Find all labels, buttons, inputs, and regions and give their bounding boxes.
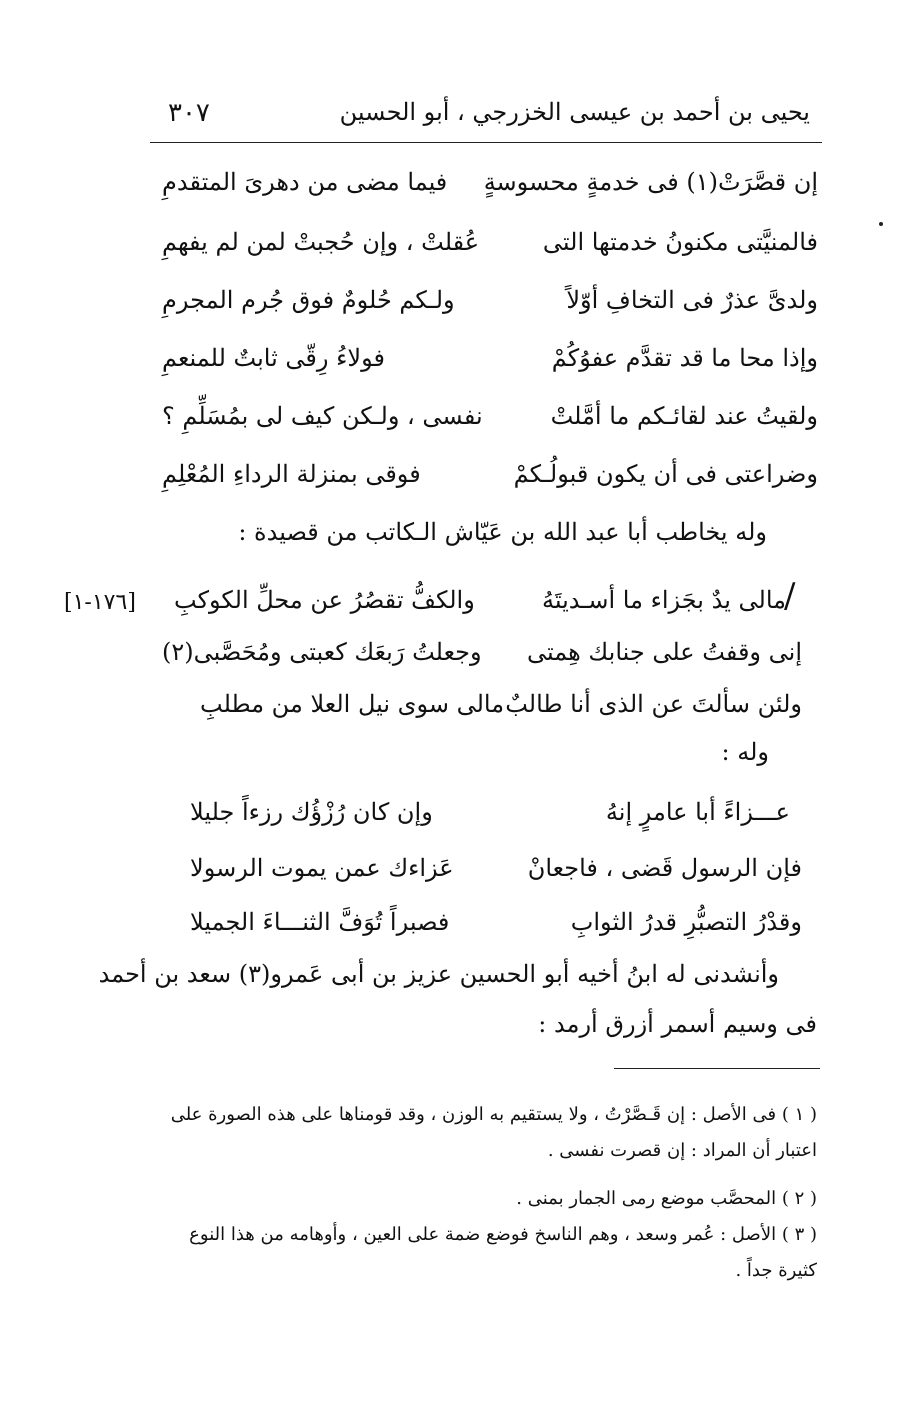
header-rule	[150, 142, 822, 143]
verse-first-hemistich: عـــزاءً أبا عامرٍ إنهُ	[605, 798, 790, 826]
verse-line	[162, 278, 818, 328]
verse-line	[190, 900, 802, 950]
page-header	[150, 92, 820, 140]
running-head: يحيى بن أحمد بن عيسى الخزرجي ، أبو الحسين	[339, 98, 810, 126]
verse-second-hemistich: فيما مضى من دهرىَ المتقدمِ	[162, 168, 448, 196]
verse-second-hemistich: والكفُّ تقصُرُ عن محلِّ الكوكبِ	[174, 586, 475, 614]
prose-line: فى وسيم أسمر أزرق أرمد :	[538, 1010, 817, 1038]
verse-second-hemistich: نفسى ، ولـكن كيف لى بمُسَلِّمِ ؟	[162, 402, 483, 430]
page-number: ٣٠٧	[168, 98, 210, 128]
footnote-3: ( ٣ ) الأصل : عُمر وسعد ، وهم الناسخ فوضع ضمة على العين ، وأوهامه من هذا النوع	[189, 1224, 817, 1245]
verse-first-hemistich: ولدىَّ عذرٌ فى التخافِ أوّلاً	[566, 286, 818, 314]
verse-first-hemistich: مالى يدٌ بجَزاء ما أسـديتَهُ	[541, 586, 786, 614]
verse-first-hemistich: ولئن سألتَ عن الذى أنا طالبٌ	[505, 690, 802, 718]
prose-line: وأنشدنى له ابنُ أخيه أبو الحسين عزيز بن أبى عَمرو(٣) سعد بن أحمد	[98, 960, 779, 988]
margin-slash: /	[784, 576, 796, 616]
margin-dot	[879, 222, 883, 226]
verse-line	[174, 578, 786, 628]
margin-reference: [١٧٦-١]	[64, 590, 136, 615]
verse-line	[162, 394, 818, 444]
verse-second-hemistich: مالى سوى نيل العلا من مطلبِ	[200, 690, 505, 718]
verse-second-hemistich: فولاءُ رِقّى ثابتٌ للمنعمِ	[162, 344, 385, 372]
verse-first-hemistich: ولقيتُ عند لقائـكم ما أمَّلتْ	[550, 402, 818, 430]
section-intro: وله يخاطب أبا عبد الله بن عَيّاش الـكاتب من قصيدة :	[238, 518, 767, 546]
verse-line	[190, 846, 802, 896]
verse-line	[162, 160, 818, 210]
footnote-1: ( ١ ) فى الأصل : إن قَـصَّرْتُ ، ولا يستقيم به الوزن ، وقد قومناها على هذه الصورة على	[170, 1104, 817, 1125]
verse-first-hemistich: إنى وقفتُ على جنابك هِمتى	[527, 638, 802, 666]
footnote-3-continued: كثيرة جداً .	[735, 1260, 817, 1281]
verse-line	[200, 682, 802, 732]
verse-second-hemistich: ولـكم حُلومٌ فوق جُرم المجرمِ	[162, 286, 455, 314]
verse-first-hemistich: وقدْرُ التصبُّرِ قدرُ الثوابِ	[570, 908, 802, 936]
verse-second-hemistich: فوقى بمنزلة الرداءِ المُعْلِمِ	[162, 460, 421, 488]
verse-second-hemistich: وجعلتُ رَبعَك كعبتى ومُحَصَّبى(٢)	[162, 638, 482, 666]
verse-second-hemistich: عَزاءك عمن يموت الرسولا	[190, 854, 454, 882]
verse-first-hemistich: فالمنيَّتى مكنونُ خدمتها التى	[542, 228, 818, 256]
verse-line	[162, 452, 818, 502]
verse-line	[162, 336, 818, 386]
verse-first-hemistich: إن قصَّرَتْ(١) فى خدمةٍ محسوسةٍ	[483, 168, 818, 196]
verse-first-hemistich: فإن الرسول قَضى ، فاجعانْ	[527, 854, 802, 882]
verse-line	[162, 220, 818, 270]
verse-line	[190, 790, 790, 840]
verse-second-hemistich: وإن كان رُزْؤُك رزءاً جليلا	[190, 798, 433, 826]
footnote-rule	[614, 1068, 820, 1069]
verse-line	[162, 630, 802, 680]
verse-first-hemistich: وضراعتى فى أن يكون قبولُـكمْ	[513, 460, 818, 488]
footnote-2: ( ٢ ) المحصَّب موضع رمى الجمار بمنى .	[516, 1188, 817, 1209]
section-intro: وله :	[721, 738, 769, 766]
verse-first-hemistich: وإذا محا ما قد تقدَّم عفوُكُمْ	[551, 344, 818, 372]
verse-second-hemistich: فصبراً تُوَفَّ الثنـــاءَ الجميلا	[190, 908, 450, 936]
footnote-1-continued: اعتبار أن المراد : إن قصرت نفسى .	[547, 1140, 817, 1161]
verse-second-hemistich: عُقلتْ ، وإن حُجبتْ لمن لم يفهمِ	[162, 228, 480, 256]
